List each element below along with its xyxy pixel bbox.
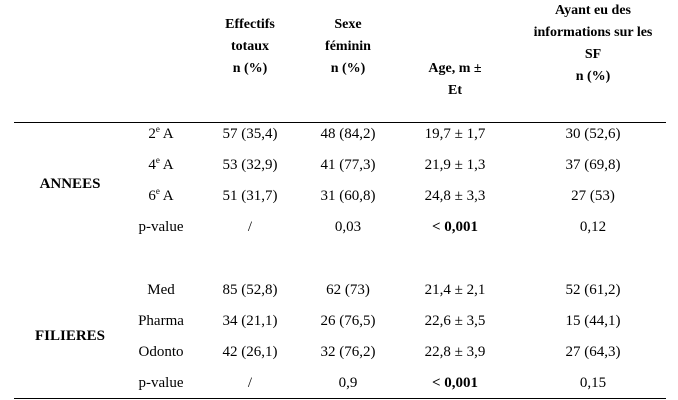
row-label-text: Med: [147, 282, 175, 298]
cell-sexe: 48 (84,2): [320, 126, 376, 142]
header-sexe: [298, 14, 398, 80]
row-label-text: p-value: [138, 219, 184, 235]
row-label-text: 4: [148, 157, 156, 173]
cell-informations: 52 (61,2): [565, 282, 621, 298]
row-label: [120, 217, 202, 237]
row-label-superscript: e: [155, 155, 160, 165]
cell-age: 19,7 ± 1,7: [424, 126, 486, 142]
row-label: [120, 342, 202, 362]
bottom-rule: [14, 398, 666, 399]
cell-sexe: 0,03: [334, 219, 362, 235]
cell-age: < 0,001: [431, 375, 479, 391]
header-informations-line4: n (%): [575, 69, 611, 84]
row-label-superscript: e: [155, 124, 160, 134]
cell-age: 21,4 ± 2,1: [424, 282, 486, 298]
cell-effectifs: /: [247, 375, 253, 391]
cell-effectifs: 53 (32,9): [222, 157, 278, 173]
row-label: [120, 280, 202, 300]
cell-informations: 30 (52,6): [565, 126, 621, 142]
header-effectifs-line1: Effectifs: [225, 17, 275, 32]
cell-effectifs: 57 (35,4): [222, 126, 278, 142]
row-label: [120, 124, 202, 144]
cell-informations: 27 (53): [571, 188, 615, 204]
cell-informations: 37 (69,8): [565, 157, 621, 173]
group-label-filieres: FILIERES: [34, 328, 106, 344]
cell-age: < 0,001: [431, 219, 479, 235]
row-label: [120, 155, 202, 175]
row-label: [120, 311, 202, 331]
header-informations-line2: informations sur les: [533, 25, 653, 40]
header-sexe-line3: n (%): [330, 61, 366, 76]
row-label-text: Pharma: [138, 313, 184, 329]
cell-sexe: 41 (77,3): [320, 157, 376, 173]
group-label-annees: ANNEES: [39, 176, 101, 192]
cell-age: 22,6 ± 3,5: [424, 313, 486, 329]
cell-informations: 0,12: [579, 219, 607, 235]
header-effectifs-line3: n (%): [232, 61, 268, 76]
cell-effectifs: 34 (21,1): [222, 313, 278, 329]
row-label-text: 2: [148, 126, 156, 142]
row-label-suffix: A: [159, 157, 174, 173]
cell-sexe: 0,9: [338, 375, 358, 391]
row-label: [120, 373, 202, 393]
header-age-line2: Et: [448, 83, 462, 98]
header-effectifs: [200, 14, 300, 80]
header-effectifs-line2: totaux: [230, 39, 270, 54]
cell-sexe: 26 (76,5): [320, 313, 376, 329]
cell-age: 24,8 ± 3,3: [424, 188, 486, 204]
cell-informations: 27 (64,3): [565, 344, 621, 360]
row-label-text: 6: [148, 188, 156, 204]
header-sexe-line1: Sexe: [334, 17, 362, 32]
row-label-suffix: A: [159, 188, 174, 204]
row-label-superscript: e: [155, 186, 160, 196]
cell-sexe: 31 (60,8): [320, 188, 376, 204]
cell-informations: 0,15: [579, 375, 607, 391]
row-label-text: p-value: [138, 375, 184, 391]
header-informations-line3: SF: [584, 47, 602, 62]
cell-sexe: 32 (76,2): [320, 344, 376, 360]
cell-effectifs: 42 (26,1): [222, 344, 278, 360]
header-informations: [508, 0, 678, 88]
header-age-line1: Age, m ±: [428, 61, 482, 76]
cell-informations: 15 (44,1): [565, 313, 621, 329]
header-age: [400, 58, 510, 102]
cell-effectifs: 85 (52,8): [222, 282, 278, 298]
cell-sexe: 62 (73): [326, 282, 370, 298]
header-sexe-line2: féminin: [325, 39, 371, 54]
cell-age: 21,9 ± 1,3: [424, 157, 486, 173]
row-label-suffix: A: [159, 126, 174, 142]
cell-effectifs: 51 (31,7): [222, 188, 278, 204]
header-informations-line1: Ayant eu des: [555, 3, 631, 18]
row-label-text: Odonto: [138, 344, 184, 360]
header-rule: [14, 122, 666, 123]
cell-effectifs: /: [247, 219, 253, 235]
cell-age: 22,8 ± 3,9: [424, 344, 486, 360]
row-label: [120, 186, 202, 206]
